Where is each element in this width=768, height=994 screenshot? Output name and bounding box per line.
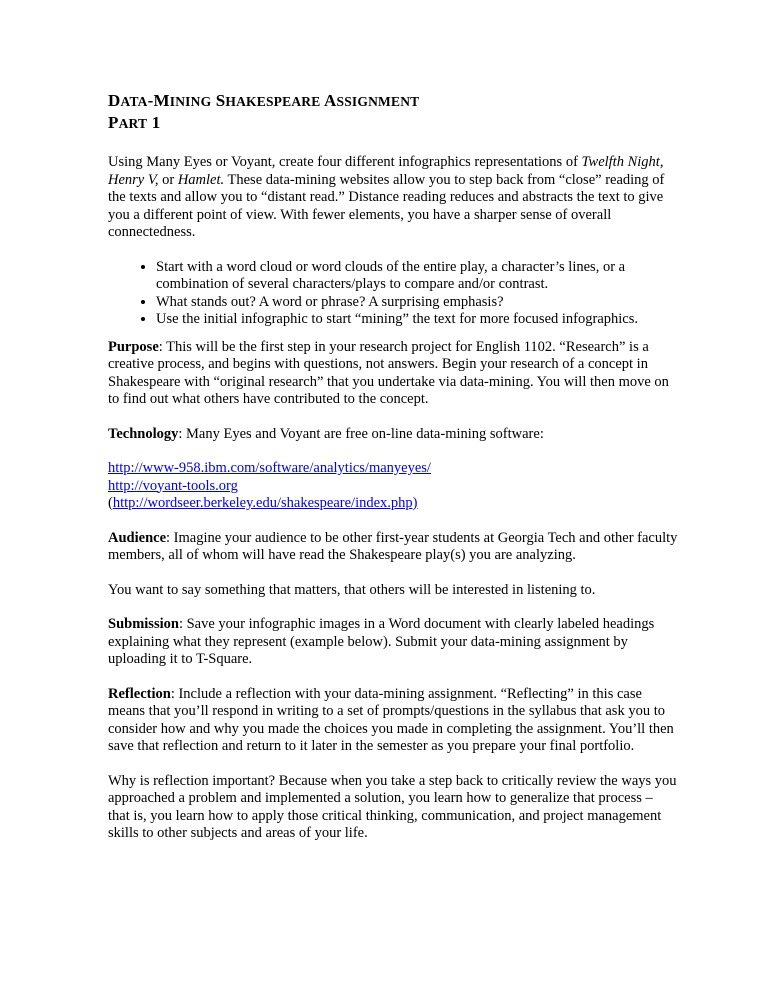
purpose-text: : This will be the first step in your research project for English 1102. “Research” is a creative process, and begins with questions, not answers. Begin your research of a concept in Shakespeare with “original research” that you undertake via data-mining. You will then move on to find out what others have contributed to the concept. <box>108 338 669 407</box>
technology-text: : Many Eyes and Voyant are free on-line data-mining software: <box>178 425 544 442</box>
instruction-list <box>108 259 678 329</box>
purpose-label: Purpose <box>108 338 159 355</box>
open-paren: ( <box>108 495 113 511</box>
matters-paragraph: You want to say something that matters, that others will be interested in listening to. <box>108 581 596 598</box>
play-titles-italic: Twelfth Night, Henry V, <box>108 154 664 188</box>
audience-paragraph <box>108 530 678 565</box>
hamlet-italic: Hamlet. <box>177 171 225 188</box>
technology-paragraph <box>108 426 678 444</box>
list-item: • Use the initial infographic to start “mining” the text for more focused infographics. <box>156 311 678 329</box>
voyant-link[interactable]: http://voyant-tools.org <box>108 477 238 494</box>
list-item: • Start with a word cloud or word clouds of the entire play, a character’s lines, or a combination of several characters/plays to compare and/or contrast. <box>156 259 678 294</box>
intro-text-start: Using Many Eyes or Voyant, create four different infographics representations of <box>108 154 582 170</box>
audience-label: Audience <box>108 529 166 546</box>
links-list <box>108 460 678 513</box>
submission-label: Submission <box>108 616 179 632</box>
manyeyes-link[interactable]: http://www-958.ibm.com/software/analytics/manyeyes/ <box>108 460 431 476</box>
purpose-paragraph <box>108 339 678 409</box>
list-item: • What stands out? A word or phrase? A surprising emphasis? <box>156 294 678 312</box>
intro-text-or: or <box>158 171 178 188</box>
document-subtitle: PART 1 <box>108 113 161 132</box>
reflection-label: Reflection <box>108 685 171 702</box>
technology-label: Technology <box>108 425 179 442</box>
why-reflection-paragraph: Why is reflection important? Because when you take a step back to critically review the ways you approached a problem and implemented a solution, you learn how to generalize that process – that is, you learn how to apply those critical thinking, communication, and project management skills to other subjects and areas of your life. <box>108 772 677 841</box>
submission-text: : Save your infographic images in a Word document with clearly labeled headings explaining what they represent (example below). Submit your data-mining assignment by uploading it to T-Square. <box>108 616 655 667</box>
document-title: DATA-MINING SHAKESPEARE ASSIGNMENT <box>108 91 420 110</box>
reflection-paragraph <box>108 686 678 756</box>
reflection-text: : Include a reflection with your data-mining assignment. “Reflecting” in this case means that you’ll respond in writing to a set of prompts/questions in the syllabus that ask you to consider how and why you made the choices you made in completing the assignment. You’ll then save that reflection and return to it later in the semester as you prepare your final portfolio. <box>108 685 674 754</box>
submission-paragraph <box>108 616 678 669</box>
intro-text-end: These data-mining websites allow you to step back from “close” reading of the texts and allow you to “distant read.” Distance reading reduces and abstracts the text to give you a different point of view. With fewer elements, you have a sharper sense of overall connectedness. <box>108 171 665 240</box>
audience-text: : Imagine your audience to be other first-year students at Georgia Tech and other faculty members, all of whom will have read the Shakespeare play(s) you are analyzing. <box>108 529 678 563</box>
title-block <box>108 90 678 134</box>
intro-paragraph <box>108 154 678 242</box>
wordseer-link[interactable]: http://wordseer.berkeley.edu/shakespeare/index.php) <box>112 495 418 511</box>
